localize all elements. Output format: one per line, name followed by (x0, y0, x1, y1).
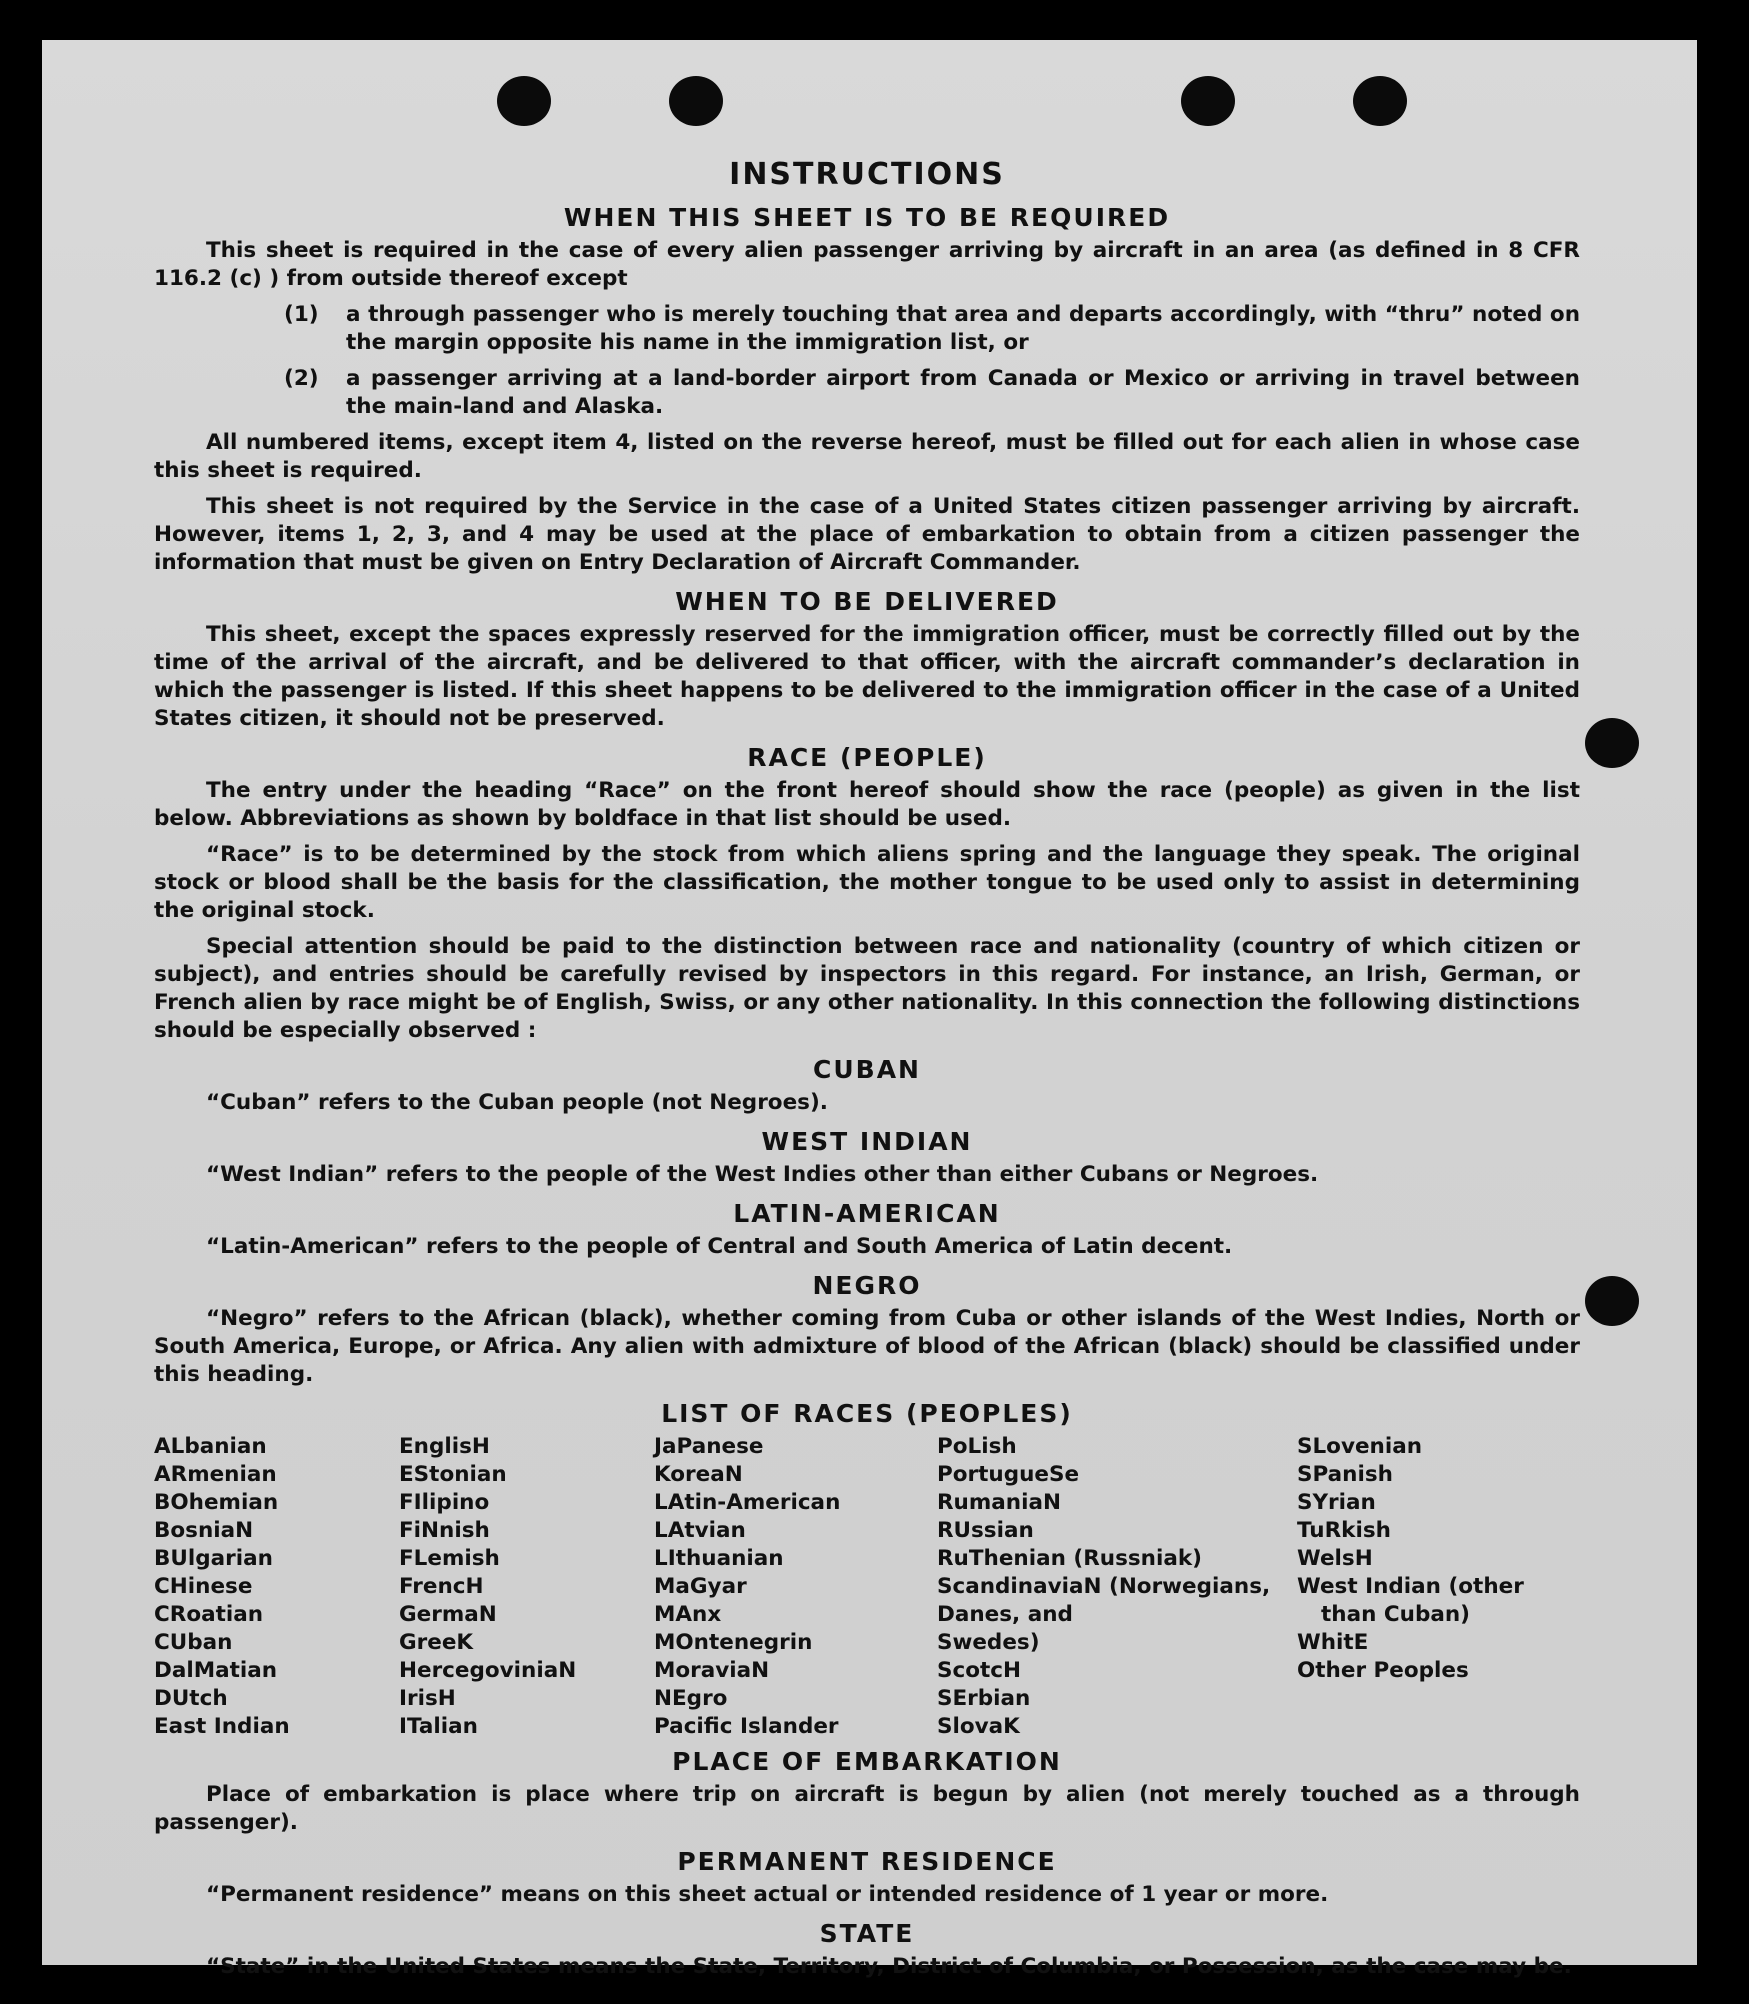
punch-hole (1353, 76, 1407, 126)
race-item: IrisH (399, 1686, 456, 1711)
race-item: NEgro (654, 1686, 728, 1711)
race-item: PoLish (937, 1434, 1017, 1459)
instructions-body (154, 155, 1580, 1989)
item-text: a through passenger who is merely touching that area and departs accordingly, with “thru” noted on the margin opposite his name in the immigration list, or (346, 302, 1580, 355)
race-item: ARmenian (154, 1462, 277, 1487)
heading-latin-american: LATIN-AMERICAN (733, 1199, 1001, 1228)
punch-hole (1585, 718, 1639, 768)
race-item: PortugueSe (937, 1462, 1080, 1487)
heading-permanent-residence: PERMANENT RESIDENCE (677, 1847, 1057, 1876)
race-item: MAnx (654, 1602, 722, 1627)
races-column (654, 1433, 937, 1741)
race-item: Pacific Islander (654, 1714, 839, 1739)
paragraph: The entry under the heading “Race” on the front hereof should show the race (people) as given in the list below. Abbreviations as shown by boldface in that list should be used. (154, 778, 1580, 831)
races-column (399, 1433, 654, 1741)
race-item: ITalian (399, 1714, 478, 1739)
paragraph: This sheet is required in the case of every alien passenger arriving by aircraft in an area (as defined in 8 CFR 116.2 (c) ) from outside thereof except (154, 238, 1580, 291)
race-item: FLemish (399, 1546, 500, 1571)
race-item: ScandinaviaN (Norwegians, (937, 1574, 1271, 1599)
punch-hole (669, 76, 723, 126)
heading-west-indian: WEST INDIAN (761, 1127, 973, 1156)
race-item: BUlgarian (154, 1546, 273, 1571)
paragraph: “State” in the United States means the State, Territory, District of Columbia, or Possession, as the case may be. (206, 1954, 1572, 1979)
punch-hole (1585, 1276, 1639, 1326)
race-item: FiNnish (399, 1518, 490, 1543)
item-text: a passenger arriving at a land-border airport from Canada or Mexico or arriving in travel between the main-land and Alaska. (346, 366, 1580, 419)
race-item: SPanish (1297, 1462, 1393, 1487)
race-item: FIlipino (399, 1490, 490, 1515)
punch-hole (497, 76, 551, 126)
heading-state: STATE (819, 1919, 915, 1948)
race-item: SErbian (937, 1686, 1031, 1711)
race-item: CRoatian (154, 1602, 264, 1627)
item-number: (2) (284, 366, 319, 391)
list-item (284, 301, 1580, 357)
heading-negro: NEGRO (812, 1271, 922, 1300)
list-item (284, 365, 1580, 421)
races-column (154, 1433, 399, 1741)
race-item: RUssian (937, 1518, 1034, 1543)
paragraph: Place of embarkation is place where trip on aircraft is begun by alien (not merely touched as a through passenger). (154, 1782, 1580, 1835)
heading-place-of-embarkation: PLACE OF EMBARKATION (672, 1747, 1062, 1776)
punch-hole (1181, 76, 1235, 126)
paragraph: “Negro” refers to the African (black), whether coming from Cuba or other islands of the West Indies, North or South America, Europe, or Africa. Any alien with admixture of blood of the African (black) should be classified under this heading. (154, 1306, 1580, 1387)
race-item: EStonian (399, 1462, 507, 1487)
race-item: JaPanese (654, 1434, 764, 1459)
race-item: CUban (154, 1630, 233, 1655)
paragraph: All numbered items, except item 4, listed on the reverse hereof, must be filled out for each alien in whose case this sheet is required. (154, 430, 1580, 483)
race-item: KoreaN (654, 1462, 743, 1487)
heading-when-delivered: WHEN TO BE DELIVERED (675, 587, 1059, 616)
race-item: CHinese (154, 1574, 253, 1599)
race-item: than Cuban) (1321, 1602, 1470, 1627)
item-number: (1) (284, 302, 319, 327)
races-column (1297, 1433, 1580, 1741)
race-item: WhitE (1297, 1630, 1369, 1655)
paragraph: “West Indian” refers to the people of the West Indies other than either Cubans or Negroes. (206, 1162, 1319, 1187)
paragraph: Special attention should be paid to the distinction between race and nationality (country of which citizen or subject), and entries should be carefully revised by inspectors in this regard. For instance, an Irish, German, or French alien by race might be of English, Swiss, or any other nationality. In this connection the following distinctions should be especially observed : (154, 934, 1580, 1043)
paragraph: “Latin-American” refers to the people of Central and South America of Latin decent. (206, 1234, 1233, 1259)
paragraph: This sheet, except the spaces expressly reserved for the immigration officer, must be correctly filled out by the time of the arrival of the aircraft, and be delivered to that officer, with the aircraft commander’s declaration in which the passenger is listed. If this sheet happens to be delivered to the immigration officer in the case of a United States citizen, it should not be preserved. (154, 622, 1580, 731)
race-item: Danes, and (937, 1602, 1073, 1627)
race-item: DUtch (154, 1686, 228, 1711)
race-item: SlovaK (937, 1714, 1020, 1739)
race-item: GreeK (399, 1630, 474, 1655)
race-item: RumaniaN (937, 1490, 1061, 1515)
heading-list-of-races: LIST OF RACES (PEOPLES) (661, 1399, 1073, 1428)
race-item: ALbanian (154, 1434, 267, 1459)
race-item: West Indian (other (1297, 1574, 1524, 1599)
race-item: MoraviaN (654, 1658, 770, 1683)
races-list (154, 1433, 1580, 1741)
race-item: SYrian (1297, 1490, 1376, 1515)
paragraph: “Race” is to be determined by the stock from which aliens spring and the language they speak. The original stock or blood shall be the basis for the classification, the mother tongue to be used only to assist in determining the original stock. (154, 842, 1580, 923)
paragraph: This sheet is not required by the Service in the case of a United States citizen passenger arriving by aircraft. However, items 1, 2, 3, and 4 may be used at the place of embarkation to obtain from a citizen passenger the information that must be given on Entry Declaration of Aircraft Commander. (154, 494, 1580, 575)
race-item: Swedes) (937, 1630, 1040, 1655)
race-item: RuThenian (Russniak) (937, 1546, 1202, 1571)
heading-race: RACE (PEOPLE) (747, 743, 987, 772)
page-title: INSTRUCTIONS (729, 157, 1005, 192)
paragraph: “Permanent residence” means on this sheet actual or intended residence of 1 year or more. (206, 1882, 1329, 1907)
race-item: SLovenian (1297, 1434, 1423, 1459)
heading-cuban: CUBAN (813, 1055, 921, 1084)
race-item: TuRkish (1297, 1518, 1391, 1543)
race-item: LAtvian (654, 1518, 746, 1543)
race-item: East Indian (154, 1714, 290, 1739)
race-item: ScotcH (937, 1658, 1022, 1683)
paragraph: “Cuban” refers to the Cuban people (not Negroes). (206, 1090, 828, 1115)
race-item: Other Peoples (1297, 1658, 1469, 1683)
race-item: GermaN (399, 1602, 497, 1627)
race-item: MOntenegrin (654, 1630, 813, 1655)
race-item: BosniaN (154, 1518, 254, 1543)
race-item: EnglisH (399, 1434, 490, 1459)
race-item: BOhemian (154, 1490, 279, 1515)
heading-when-required: WHEN THIS SHEET IS TO BE REQUIRED (563, 203, 1171, 232)
race-item: LIthuanian (654, 1546, 784, 1571)
race-item: WelsH (1297, 1546, 1373, 1571)
race-item: MaGyar (654, 1574, 747, 1599)
races-column (937, 1433, 1297, 1741)
race-item: FrencH (399, 1574, 484, 1599)
race-item: HercegoviniaN (399, 1658, 577, 1683)
race-item: LAtin-American (654, 1490, 841, 1515)
race-item: DalMatian (154, 1658, 278, 1683)
